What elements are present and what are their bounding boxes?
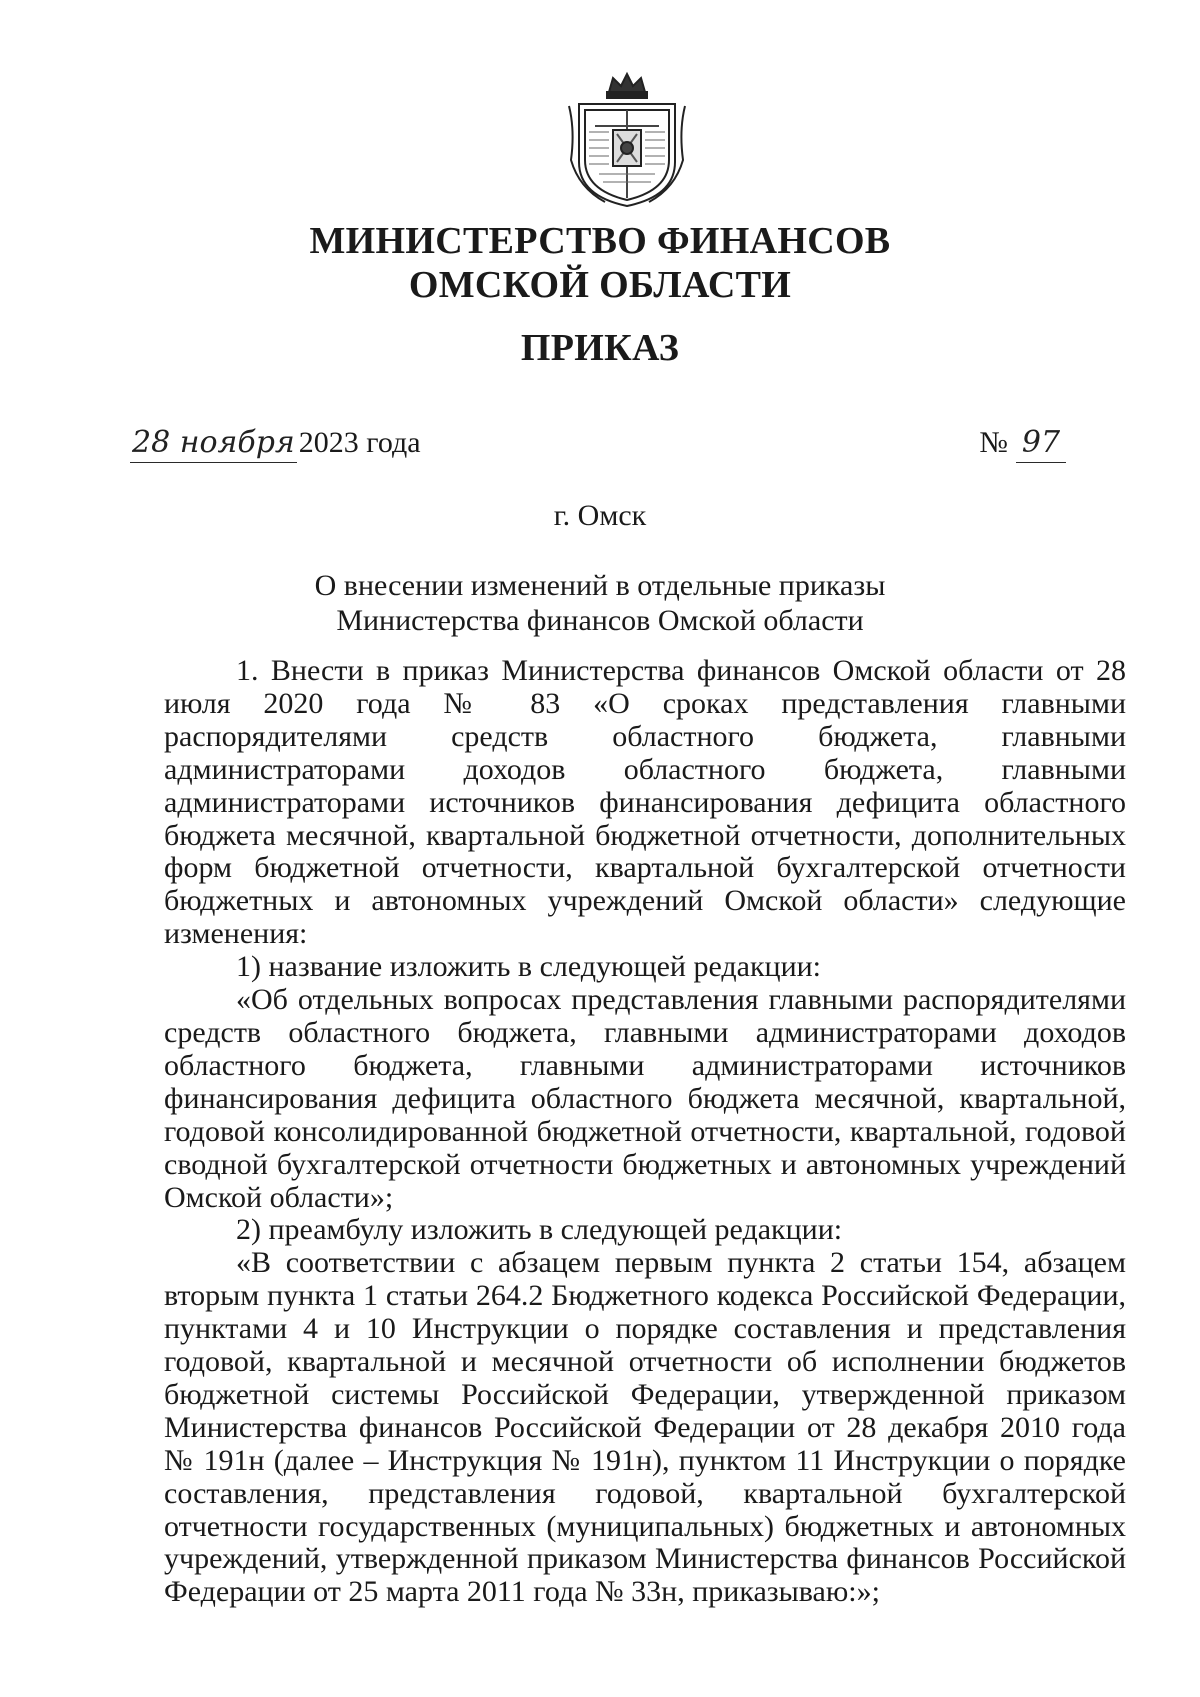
order-date xyxy=(130,425,421,463)
subject-line-1: О внесении изменений в отдельные приказы xyxy=(314,569,886,602)
order-number xyxy=(979,425,1068,463)
subject-line-2: Министерства финансов Омской области xyxy=(336,604,864,637)
document-subject xyxy=(0,568,1200,638)
handwritten-number: 97 xyxy=(1016,425,1066,463)
paragraph-2: 1) название изложить в следующей редакции: xyxy=(236,950,822,984)
handwritten-date: 28 ноября xyxy=(130,425,297,463)
region-title: ОМСКОЙ ОБЛАСТИ xyxy=(408,264,792,306)
document-type-title: ПРИКАЗ xyxy=(520,327,680,369)
paragraph-1: 1. Внести в приказ Министерства финансов Омской области от 28 июля 2020 года № 83 «О сроках представления главными распорядителями средств областного бюджета, главными администраторами доходов областного бюджета, главными администраторами источников финансирования дефицита областного бюджета месячной, квартальной бюджетной отчетности, дополнительных форм бюджетной отчетности, квартальной бухгалтерской отчетности бюджетных и автономных учреждений Омской области» следующие изменения: xyxy=(164,654,1126,951)
document-body xyxy=(164,655,1126,1609)
paragraph-4: 2) преамбулу изложить в следующей редакции: xyxy=(236,1213,843,1247)
ministry-title: МИНИСТЕРСТВО ФИНАНСОВ xyxy=(309,220,891,262)
date-year: 2023 года xyxy=(298,426,421,459)
paragraph-5: «В соответствии с абзацем первым пункта 2 статьи 154, абзацем вторым пункта 1 статьи 264.2 Бюджетного кодекса Российской Федерации, пунктами 4 и 10 Инструкции о порядке составления и представления годовой, квартальной и месячной отчетности об исполнении бюджетов бюджетной системы Российской Федерации, утвержденной приказом Министерства финансов Российской Федерации от 28 декабря 2010 года № 191н (далее – Инструкция № 191н), пунктом 11 Инструкции о порядке составления, представления годовой, квартальной бухгалтерской отчетности государственных (муниципальных) бюджетных и автономных учреждений, утвержденной приказом Министерства финансов Российской Федерации от 25 марта 2011 года № 33н, приказываю:»; xyxy=(164,1246,1126,1609)
coat-of-arms-icon xyxy=(565,70,689,210)
city: г. Омск xyxy=(553,499,647,532)
paragraph-3: «Об отдельных вопросах представления главными распорядителями средств областного бюджета, главными администраторами доходов областного бюджета, главными администраторами источников финансирования дефицита областного бюджета месячной, квартальной, годовой консолидированной бюджетной отчетности, квартальной, годовой сводной бухгалтерской отчетности бюджетных и автономных учреждений Омской области»; xyxy=(164,983,1126,1214)
number-label: № xyxy=(979,426,1008,459)
